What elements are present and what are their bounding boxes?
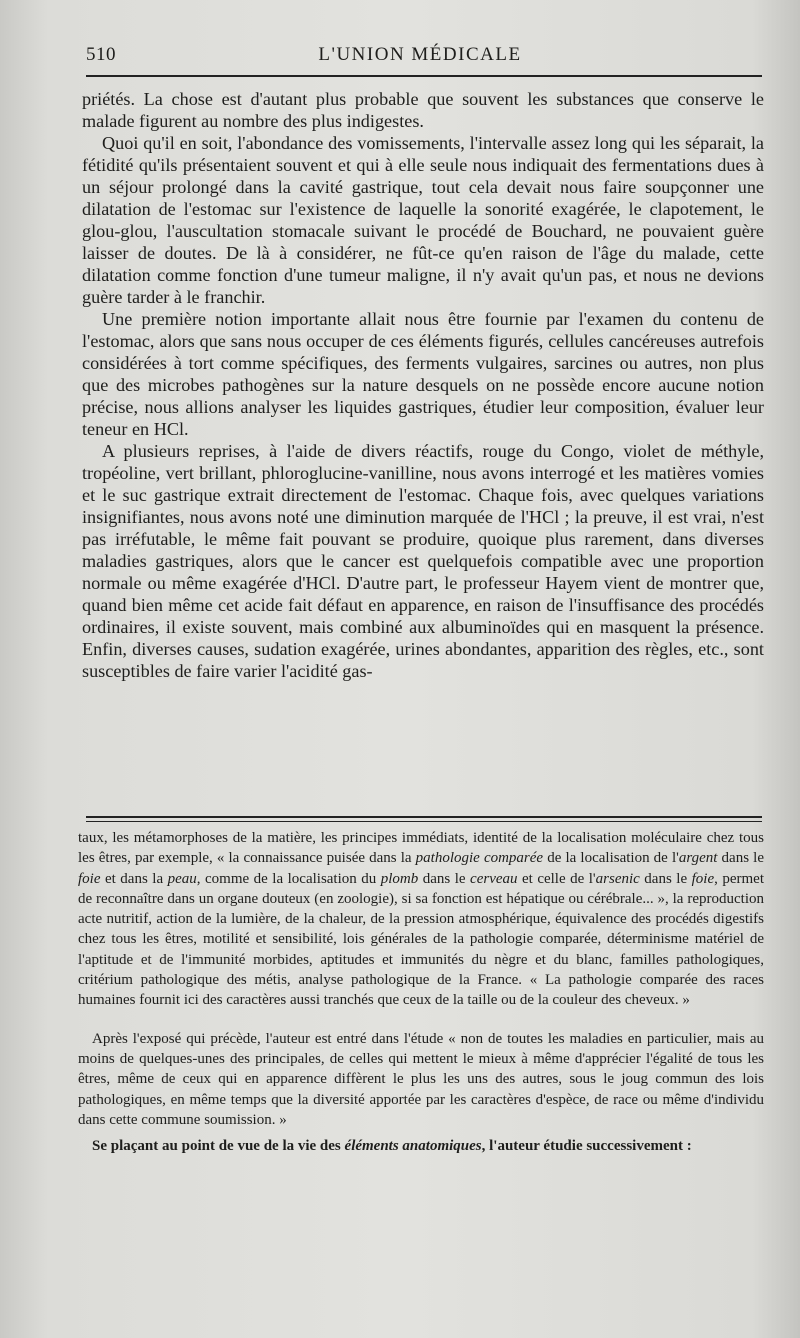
footnote-rule: [86, 816, 762, 818]
paragraph-1: priétés. La chose est d'autant plus probable que souvent les substances que conserve le malade figurent au nombre des plus indigestes.: [82, 89, 764, 131]
paragraph-2: Quoi qu'il en soit, l'abondance des vomissements, l'intervalle assez long qui les séparait, la fétidité qu'ils présentaient souvent et qui à elle seule nous indiquait des fermentations dues à un séjour prolongé dans la cavité gastrique, tout cela devait nous faire soupçonner une dilatation de l'estomac sur l'existence de laquelle la sonorité exagérée, le clapotement, le glou-glou, l'auscultation stomacale suivant le procédé de Bouchard, ne pouvaient guère laisser de doutes. De là à considérer, ne fût-ce qu'en raison de l'âge du malade, cette dilatation comme fonction d'une tumeur maligne, il n'y avait qu'un pas, et nous ne devions guère tarder à le franchir.: [82, 133, 764, 307]
page-number: 510: [86, 44, 116, 65]
review-notes: [78, 828, 764, 1156]
note-paragraph-2: Après l'exposé qui précède, l'auteur est entré dans l'étude « non de toutes les maladies en particulier, mais au moins de quelques-unes des principales, de celles qui mettent le mieux à même d'apprécier l'égalité de tous les êtres, même de ceux qui en apparence diffèrent le plus les uns des autres, sous le joug commun des lois pathologiques, en même temps que la diversité apportée par les caractères d'espèce, de race ou même d'individu dans cette commune soumission. »: [78, 1030, 764, 1128]
page-header: [86, 40, 754, 70]
header-rule: [86, 75, 762, 77]
paragraph-3: Une première notion importante allait nous être fournie par l'examen du contenu de l'estomac, alors que sans nous occuper de ces éléments figurés, cellules cancéreuses autrefois considérées à tort comme spécifiques, des ferments vulgaires, sarcines ou autres, non plus que des microbes pathogènes sur la nature desquels on ne possède encore aucune notion précise, nous allions analyser les liquides gastriques, étudier leur composition, évaluer leur teneur en HCl.: [82, 309, 764, 439]
footnote-rule-thin: [86, 821, 762, 822]
running-title: L'UNION MÉDICALE: [318, 44, 522, 65]
note-paragraph-1: taux, les métamorphoses de la matière, les principes immédiats, identité de la localisation moléculaire chez tous les êtres, par exemple, « la connaissance puisée dans la pathologie comparée de la localisation de l'argent dans le foie et dans la peau, comme de la localisation du plomb dans le cerveau et celle de l'arsenic dans le foie, permet de reconnaître dans un organe douteux (en zoologie), si sa fonction est hépatique ou cérébrale... », la reproduction acte nutritif, action de la lumière, de la chaleur, de la pression atmosphérique, équivalence des procédés digestifs chez tous les êtres, motilité et sensibilité, lois générales de la pathologie comparée, déterminisme matériel de l'aptitude et de l'immunité morbides, aptitudes et immunités du nègre et du blanc, familles pathologiques, critérium pathologique des métis, analyse pathologique de la France. « La pathologie comparée des races humaines fournit ici des caractères aussi tranchés que ceux de la taille ou de la couleur des cheveux. »: [78, 830, 764, 1009]
paragraph-4: A plusieurs reprises, à l'aide de divers réactifs, rouge du Congo, violet de méthyle, tropéoline, vert brillant, phloroglucine-vanilline, nous avons interrogé et les matières vomies et le suc gastrique extrait directement de l'estomac. Chaque fois, avec quelques variations insignifiantes, nous avons noté une diminution marquée de l'HCl ; la preuve, il est vrai, n'est pas irréfutable, le même fait pouvant se produire, quoique plus rarement, dans diverses maladies gastriques, alors que le cancer est quelquefois compatible avec une proportion normale ou même exagérée d'HCl. D'autre part, le professeur Hayem vient de montrer que, quand bien même cet acide fait défaut en apparence, en raison de l'insuffisance des procédés ordinaires, il existe souvent, mais combiné aux albuminoïdes qui en masquent la présence. Enfin, diverses causes, sudation exagérée, urines abondantes, apparition des règles, etc., sont susceptibles de faire varier l'acidité gas-: [82, 441, 764, 681]
main-text: [82, 88, 764, 682]
note-paragraph-3: Se plaçant au point de vue de la vie des éléments anatomiques, l'auteur étudie successivement :: [92, 1138, 692, 1155]
